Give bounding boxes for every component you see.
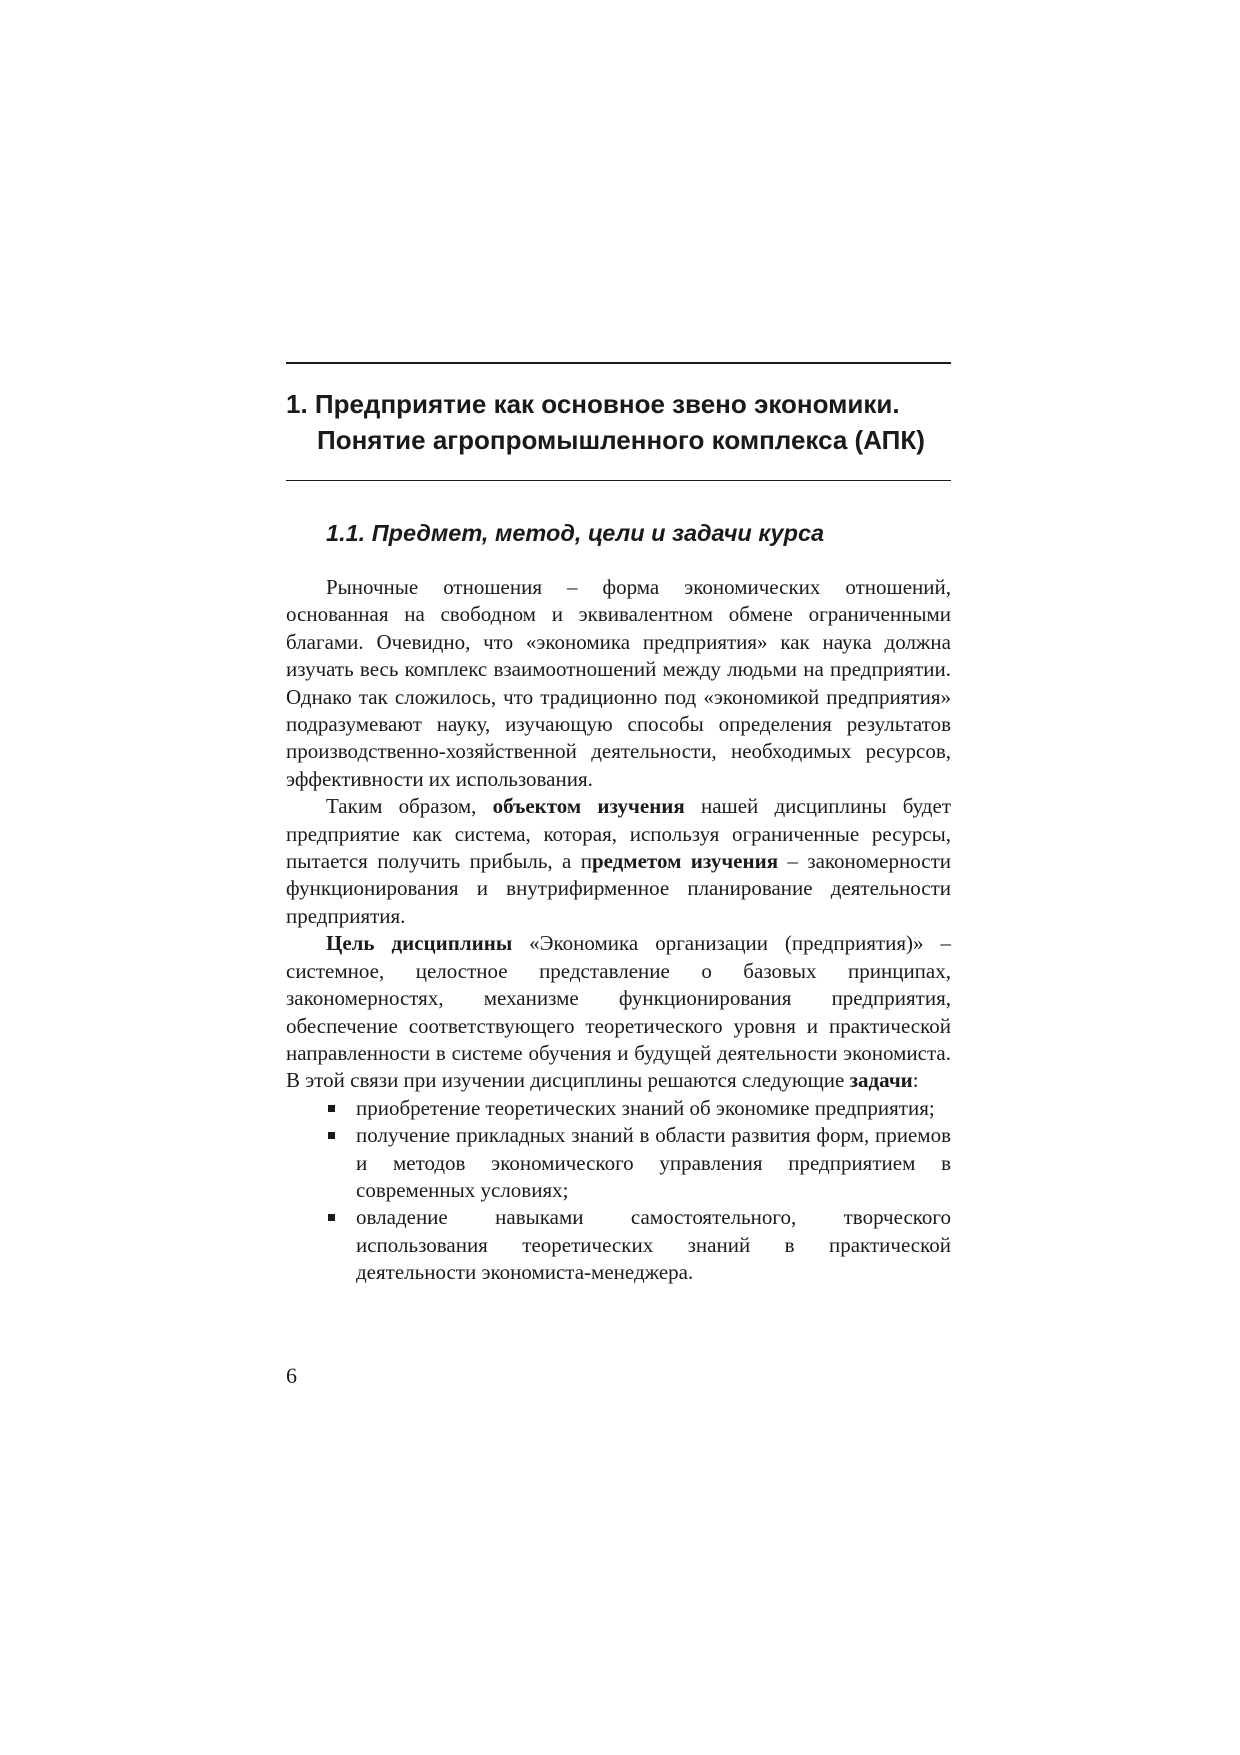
chapter-title-line-1: 1. Предприятие как основное звено экономики.	[286, 389, 900, 419]
paragraph-2	[286, 793, 951, 930]
paragraph-3-text: «Экономика организации (предприятия)» – системное, целостное представление о базовых принципах, закономерностях, механизме функционирования предприятия, обеспечение соответствующего теоретического уровня и практической направленности в системе обучения и будущей деятельности экономиста. В этой связи при изучении дисциплины решаются следующие	[286, 931, 951, 1093]
term-tasks: задачи	[849, 1068, 913, 1093]
bottom-rule	[286, 480, 951, 481]
list-item	[356, 1095, 951, 1122]
list-item	[356, 1204, 951, 1286]
section-title: 1.1. Предмет, метод, цели и задачи курса	[326, 520, 825, 546]
list-item	[356, 1122, 951, 1204]
square-bullet-icon	[328, 1214, 335, 1221]
paragraph-2-part-2: нашей дисциплины будет предприятие как система, которая, используя ограниченные ресурсы, пытается получить прибыль, а п	[286, 794, 951, 874]
page-content	[286, 362, 951, 1287]
paragraph-2-part-1: Таким образом,	[326, 794, 493, 819]
list-item-text: получение прикладных знаний в области развития форм, приемов и методов экономического управления предприятием в современных условиях;	[356, 1123, 951, 1202]
tasks-list	[286, 1095, 951, 1287]
paragraph-3-end: :	[912, 1068, 919, 1093]
list-item-text: приобретение теоретических знаний об экономике предприятия;	[356, 1095, 935, 1120]
paragraph-2-part-3: – закономерности функционирования и внутрифирменное планирование деятельности предприятия.	[286, 849, 951, 928]
paragraph-1: Рыночные отношения – форма экономических отношений, основанная на свободном и эквивалентном обмене ограниченными благами. Очевидно, что «экономика предприятия» как наука должна изучать весь комплекс взаимоотношений между людьми на предприятии. Однако так сложилось, что традиционно под «экономикой предприятия» подразумевают науку, изучающую способы определения результатов производственно-хозяйственной деятельности, необходимых ресурсов, эффективности их использования.	[286, 575, 951, 791]
square-bullet-icon	[328, 1105, 335, 1112]
body-text	[286, 574, 951, 1287]
paragraph-3	[286, 930, 951, 1094]
list-item-text: овладение навыками самостоятельного, творческого использования теоретических знаний в практической деятельности экономиста-менеджера.	[356, 1205, 951, 1285]
chapter-title-line-2: Понятие агропромышленного комплекса (АПК)	[317, 425, 925, 455]
top-rule	[286, 362, 951, 364]
term-discipline-goal: Цель дисциплины	[326, 931, 513, 956]
term-subject-of-study: редметом изучения	[591, 849, 779, 874]
square-bullet-icon	[328, 1132, 335, 1139]
chapter-title	[286, 386, 951, 458]
page-number: 6	[286, 1363, 297, 1388]
term-object-of-study: объектом изучения	[492, 794, 685, 819]
